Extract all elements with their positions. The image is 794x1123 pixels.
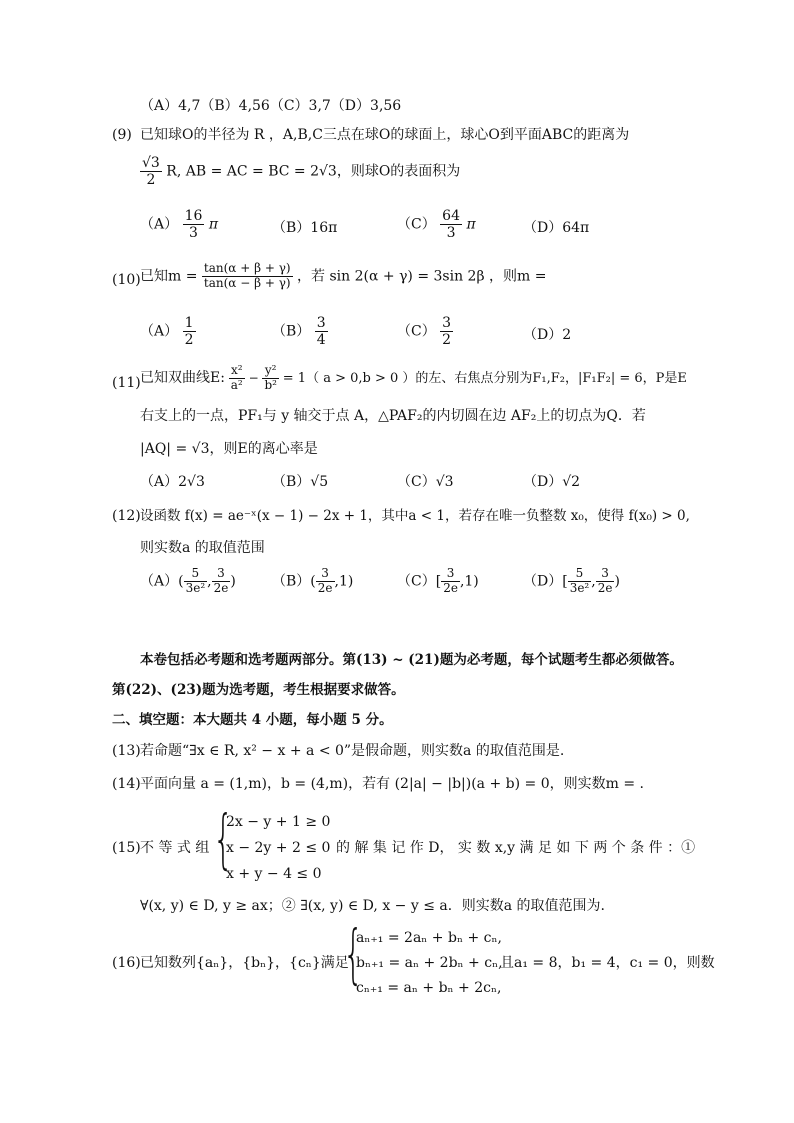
q15-brace: { xyxy=(213,803,234,877)
section-intro-line2: 第(22)、(23)题为选考题，考生根据要求做答。 xyxy=(112,682,405,698)
q12-option-a: （A）( $\frac{5}{\text{3e²}}$ , $\frac{3}{2e}$ ) xyxy=(140,566,236,595)
q12-line2: 则实数a 的取值范围 xyxy=(140,540,265,556)
q14-number: (14) xyxy=(112,776,141,792)
q9-line2 xyxy=(140,155,460,188)
q11-option-a: （A）2√3 xyxy=(140,474,205,490)
q10-option-d: （D）2 xyxy=(523,327,572,343)
q15-row1: 2x − y + 1 ≥ 0 xyxy=(226,814,331,830)
q16-number: (16) xyxy=(112,955,141,971)
q11-line3: |AQ| = √3，则E的离心率是 xyxy=(140,441,318,457)
q9-fraction: $\frac{√3}{2}$ xyxy=(142,155,160,189)
q9-option-d: （D）64π xyxy=(523,220,590,236)
q10-option-b: （B） $\frac{3}{4}$ xyxy=(272,315,326,349)
q9-option-a: （A） $\frac{16}{3}$ π xyxy=(140,208,219,242)
q10-option-c: （C） $\frac{3}{2}$ xyxy=(397,315,452,349)
q12-option-d: （D）[ $\frac{5}{\text{3e²}}$ , $\frac{3}{2e}$ ) xyxy=(523,566,620,595)
q16-row3: cₙ₊₁ = aₙ + bₙ + 2cₙ, xyxy=(356,980,502,996)
q16-row2: bₙ₊₁ = aₙ + 2bₙ + cₙ, xyxy=(356,955,503,971)
q16-pre: 已知数列{aₙ}，{bₙ}，{cₙ}满足 xyxy=(140,955,349,971)
q14-text: 平面向量 a = (1,m)，b = (4,m)，若有 (2|a| − |b|)(a + b) = 0，则实数m = . xyxy=(140,776,644,792)
q10-fraction: $\frac{\tan(\alpha + \beta + \gamma)}{\tan(\alpha - \beta + \gamma)}$ xyxy=(203,261,291,290)
q11-option-d: （D）√2 xyxy=(523,474,581,490)
q12-option-c: （C）[ $\frac{3}{2e}$ ,1) xyxy=(397,566,479,595)
q15-row2: x − 2y + 2 ≤ 0 xyxy=(226,840,331,856)
q10-number: (10) xyxy=(112,272,141,288)
q15-post: 的 解 集 记 作 D， 实 数 x,y 满 足 如 下 两 个 条 件 ：① xyxy=(336,840,696,856)
q15-row3: x + y − 4 ≤ 0 xyxy=(226,866,322,882)
q8-options: （A）4,7（B）4,56（C）3,7（D）3,56 xyxy=(140,98,402,114)
q11-number: (11) xyxy=(112,375,141,391)
q12-number: (12) xyxy=(112,508,141,524)
q9-line1: 已知球O的半径为 R ，A,B,C三点在球O的球面上，球心O到平面ABC的距离为 xyxy=(140,127,630,143)
q13-text: 若命题“∃x ∈ R, x² − x + a < 0”是假命题，则实数a 的取值范围是. xyxy=(140,743,565,759)
q15-number: (15) xyxy=(112,840,141,856)
q11-line2: 右支上的一点，PF₁与 y 轴交于点 A，△PAF₂的内切圆在边 AF₂上的切点为Q．若 xyxy=(140,408,646,424)
q12-line1: 设函数 f(x) = ae⁻ˣ(x − 1) − 2x + 1，其中a < 1，若存在唯一负整数 x₀，使得 f(x₀) > 0, xyxy=(140,508,690,524)
q9-number: (9) xyxy=(112,127,132,143)
q13-number: (13) xyxy=(112,743,141,759)
q9-option-c: （C） $\frac{64}{3}$ π xyxy=(397,208,476,242)
q10-option-a: （A） $\frac{1}{2}$ xyxy=(140,315,194,349)
q11-option-b: （B）√5 xyxy=(272,474,329,490)
q10-line: 已知m = $\frac{\tan(\alpha + \beta + \gamma)}{\tan(\alpha - \beta + \gamma)}$ ，若 sin 2(α + γ) = 3sin 2β ，则m = xyxy=(140,261,547,290)
section-heading: 二、填空题：本大题共 4 小题，每小题 5 分。 xyxy=(112,712,393,728)
q9-option-b: （B）16π xyxy=(272,220,338,236)
section-intro-line1: 本卷包括必考题和选考题两部分。第(13) ~ (21)题为必考题，每个试题考生都必须做答。 xyxy=(140,652,683,668)
q16-row1: aₙ₊₁ = 2aₙ + bₙ + cₙ, xyxy=(356,930,502,946)
q16-brace: { xyxy=(343,918,364,992)
q15-line2: ∀(x, y) ∈ D, y ≥ ax；② ∃(x, y) ∈ D, x − y ≤ a．则实数a 的取值范围为. xyxy=(140,898,605,914)
q16-post: 且a₁ = 8，b₁ = 4，c₁ = 0，则数 xyxy=(500,955,715,971)
q11-line1: 已知双曲线E: $\frac{\text{x²}}{\text{a²}}$ − $\frac{\text{y²}}{\text{b²}}$ = 1（ a > 0,b > 0 ）的左、右焦点分别为F₁,F₂，|F₁F₂| = 6，P是E xyxy=(140,363,687,392)
q9-line2-text: R, AB = AC = BC = 2√3，则球O的表面积为 xyxy=(166,163,461,180)
q12-option-b: （B）( $\frac{3}{2e}$ ,1) xyxy=(272,566,354,595)
q15-pre: 不 等 式 组 xyxy=(140,840,210,856)
q11-option-c: （C）√3 xyxy=(397,474,454,490)
